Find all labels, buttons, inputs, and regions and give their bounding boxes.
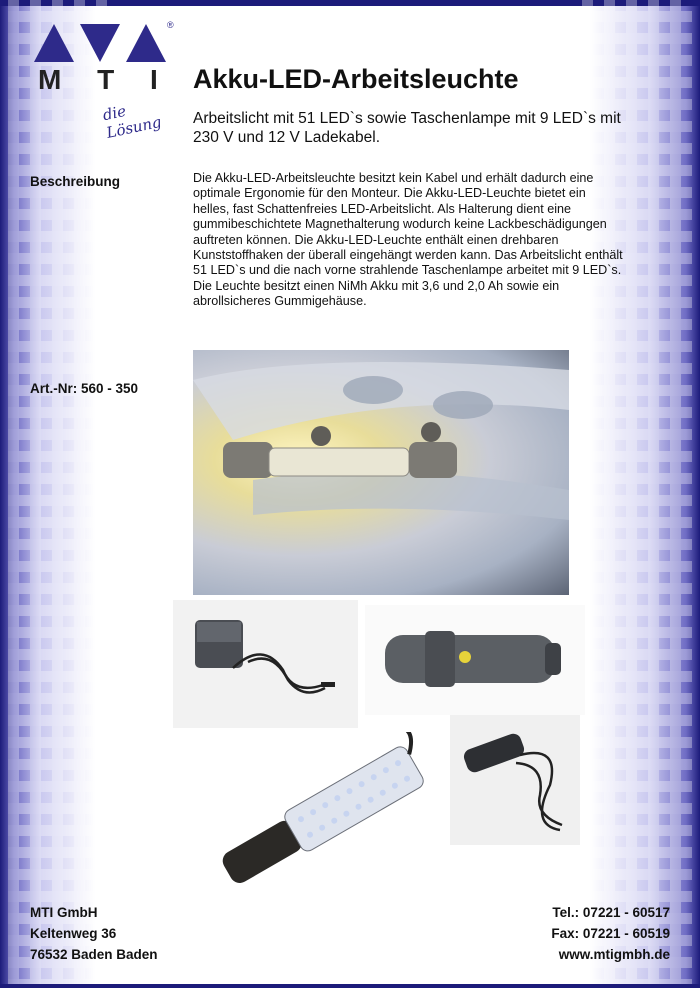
right-mosaic-decoration bbox=[582, 0, 692, 988]
page-title: Akku-LED-Arbeitsleuchte bbox=[193, 64, 519, 94]
company-name: MTI GmbH bbox=[30, 905, 98, 920]
bottom-border bbox=[0, 984, 700, 988]
article-number: Art.-Nr: 560 - 350 bbox=[30, 381, 139, 396]
company-contact bbox=[551, 902, 670, 965]
product-photo-worklight bbox=[195, 732, 445, 907]
mti-logo bbox=[34, 20, 184, 142]
registered-mark: ® bbox=[167, 20, 174, 30]
logo-triangle-icon bbox=[126, 24, 166, 62]
page-subtitle: Arbeitslicht mit 51 LED`s sowie Taschenlampe mit 9 LED`s mit 230 V und 12 V Ladekabel. bbox=[193, 110, 621, 146]
product-photo-flashlight bbox=[365, 605, 585, 715]
product-photo-charger bbox=[173, 600, 358, 728]
logo-triangle-icon bbox=[34, 24, 74, 62]
product-photo-car-cable bbox=[450, 715, 580, 845]
company-street: Keltenweg 36 bbox=[30, 926, 117, 941]
fax-number: Fax: 07221 - 60519 bbox=[551, 926, 670, 941]
description-label: Beschreibung bbox=[30, 174, 121, 189]
logo-triangle-icon bbox=[80, 24, 120, 62]
phone-number: Tel.: 07221 - 60517 bbox=[552, 905, 670, 920]
logo-brand-text: M T I bbox=[38, 64, 172, 95]
product-photo-hood bbox=[193, 350, 569, 595]
logo-slogan: die Lösung bbox=[101, 101, 164, 142]
company-city: 76532 Baden Baden bbox=[30, 947, 158, 962]
website-link[interactable]: www.mtigmbh.de bbox=[558, 947, 670, 962]
description-text: Die Akku-LED-Arbeitsleuchte besitzt kein Kabel und erhält dadurch eine optimale Ergonomie für den Monteur. Die Akku-LED-Leuchte bietet ein helles, fast Schattenfreies LED-Arbeitslicht. Als Halterung dient eine gummibeschichtete Magnethalterung wodurch keine Lackbeschädigungen auftreten können. Die Akku-LED-Leuchte enthält einen drehbaren Kunststoffhaken der überall eingehängt werden kann. Das Arbeitslicht enthält 51 LED`s und die nach vorne strahlende Taschenlampe arbeitet mit 9 LED`s. Die Leuchte besitzt einen NiMh Akku mit 3,6 und 2,0 Ah sowie ein abrollsicheres Gummigehäuse. bbox=[193, 171, 623, 309]
left-mosaic-decoration bbox=[8, 0, 121, 988]
company-address bbox=[30, 902, 158, 965]
